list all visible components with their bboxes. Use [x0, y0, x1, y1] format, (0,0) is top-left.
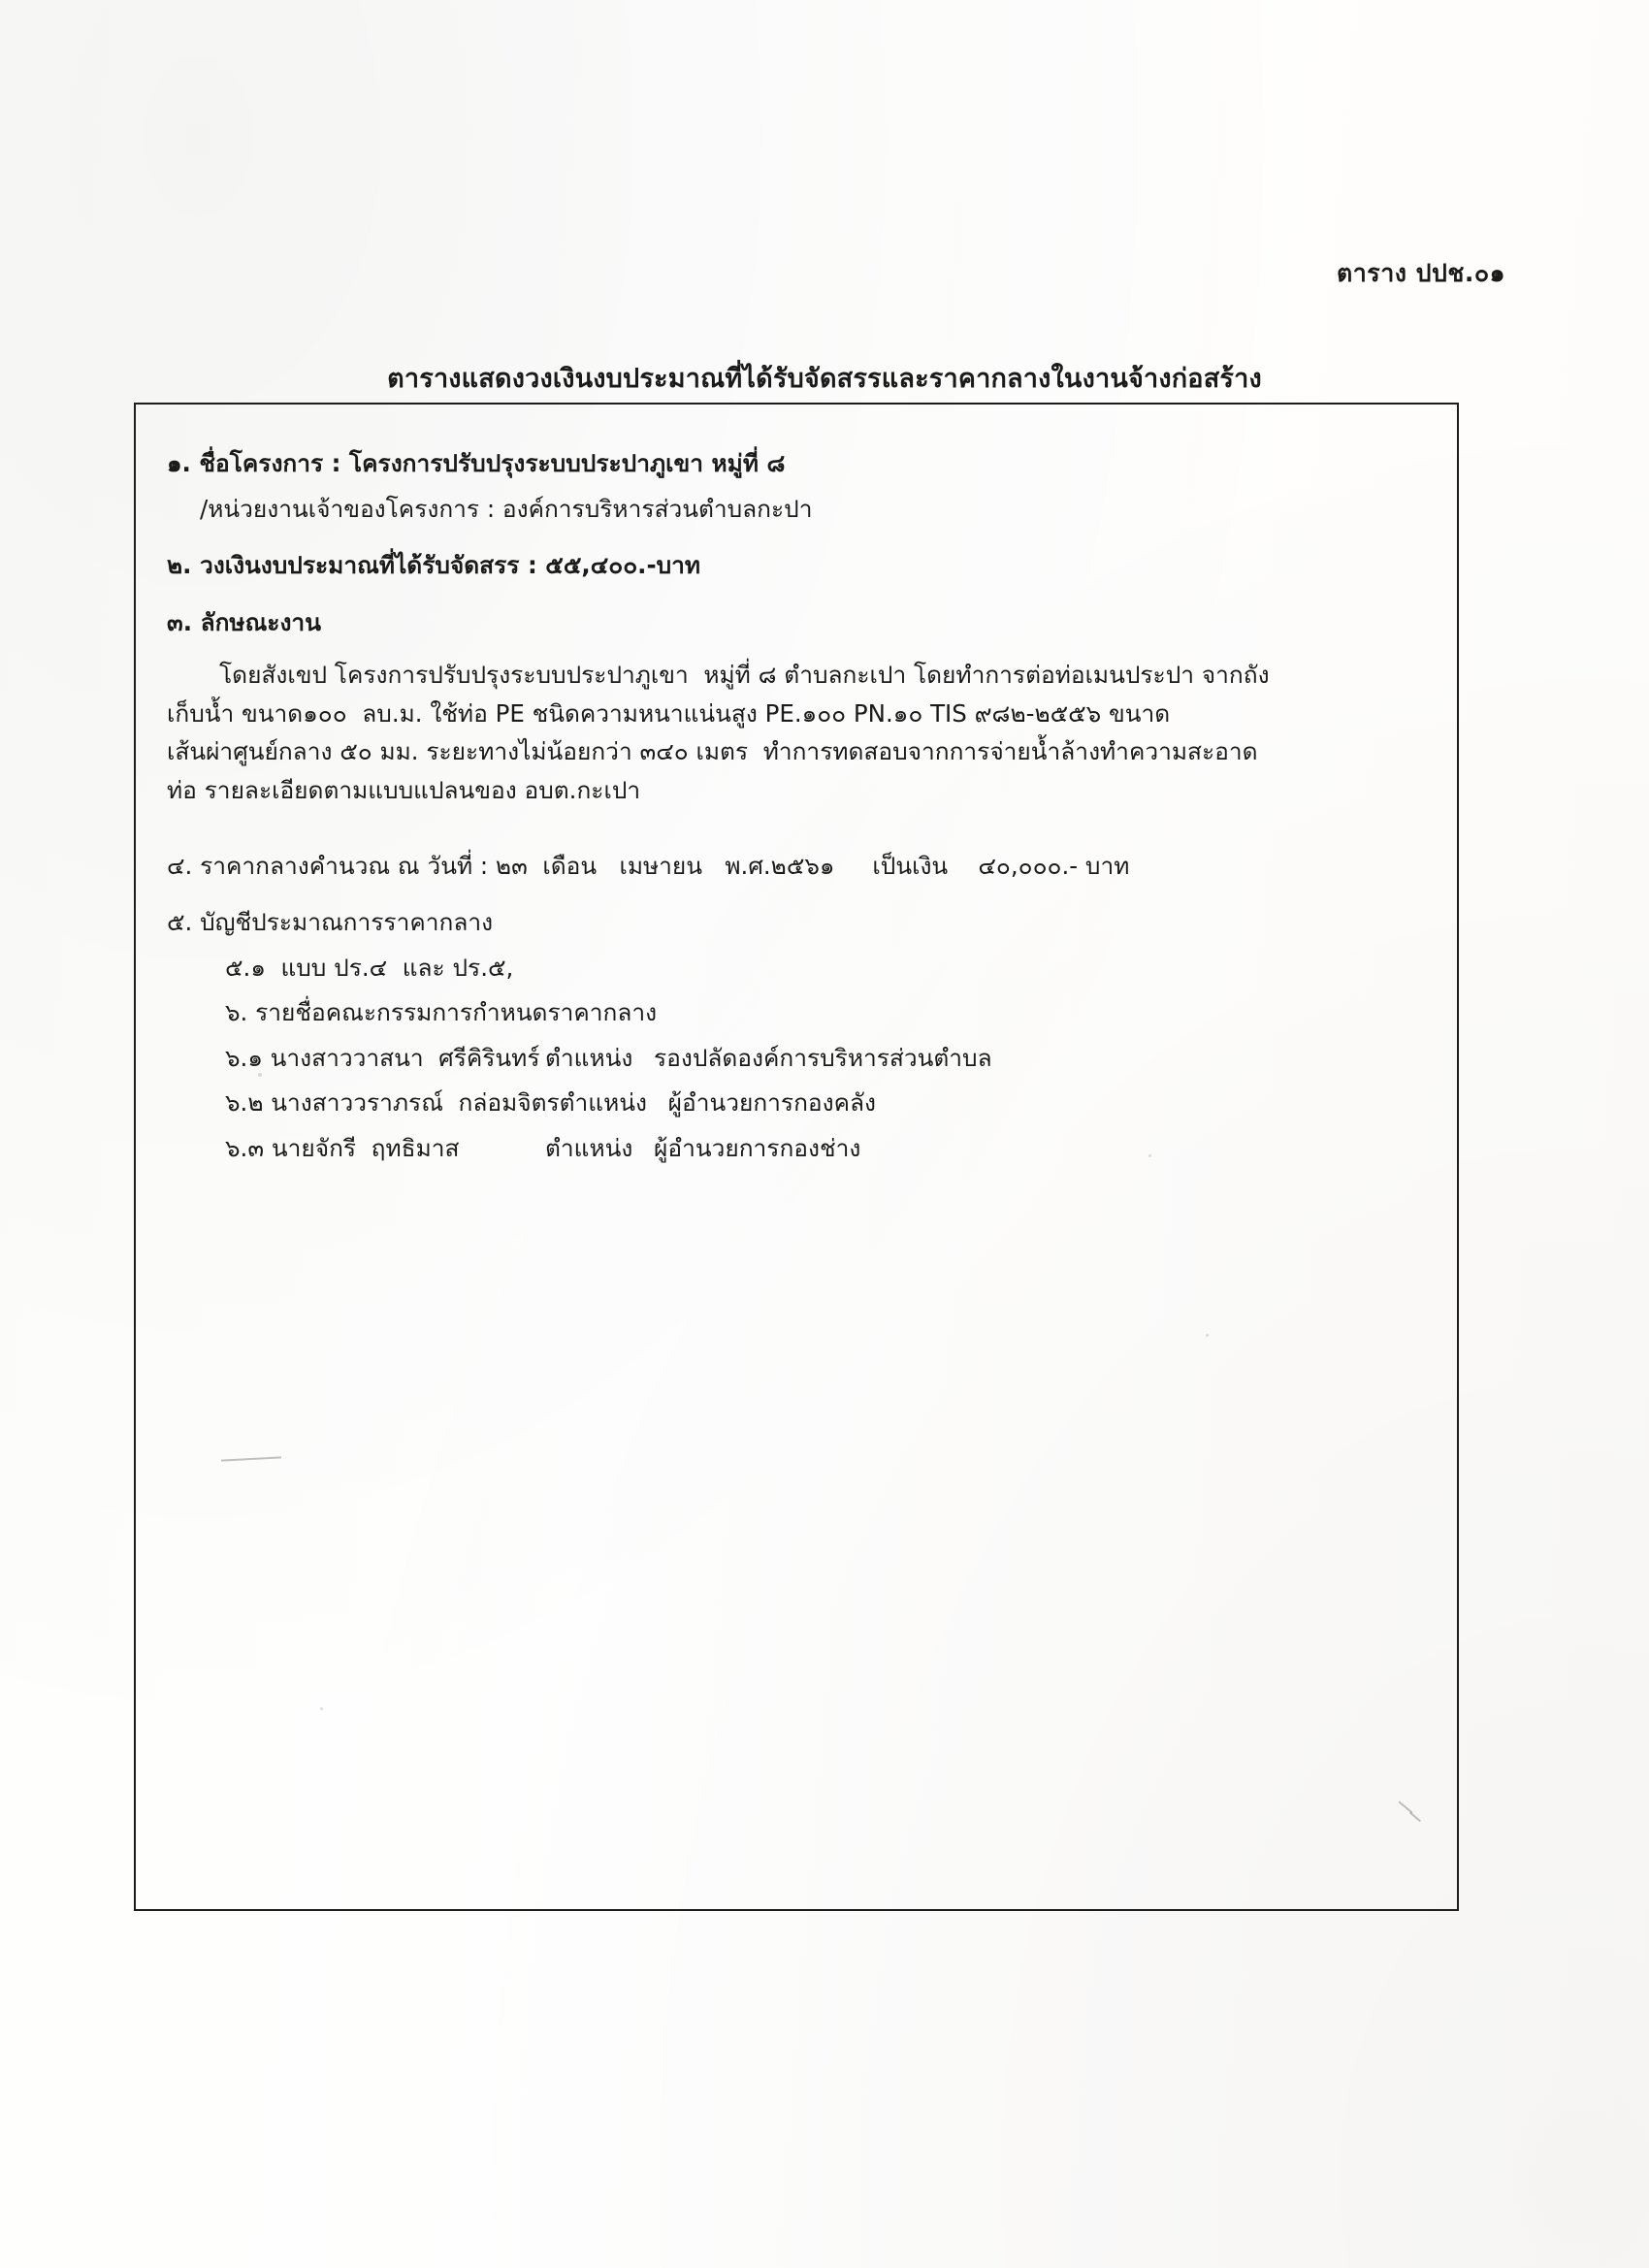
committee-position-label: ตำแหน่ง [545, 1133, 633, 1162]
committee-position-label: ตำแหน่ง [545, 1043, 633, 1072]
committee-row [167, 1043, 1428, 1072]
committee-position-value: ผู้อำนวยการกองคลัง [667, 1088, 876, 1118]
work-description-line-3: เส้นผ่าศูนย์กลาง ๕๐ มม. ระยะทางไม่น้อยกว่า ๓๔๐ เมตร ทำการทดสอบจากการจ่ายน้ำล้างทำความสะอาด [167, 737, 1258, 766]
work-character-heading: ๓. ลักษณะงาน [167, 607, 321, 636]
budget-amount-line: ๒. วงเงินงบประมาณที่ได้รับจัดสรร : ๕๕,๔๐๐.-บาท [167, 551, 701, 579]
committee-heading: ๖. รายชื่อคณะกรรมการกำหนดราคากลาง [225, 998, 658, 1027]
estimate-account-heading: ๕. บัญชีประมาณการราคากลาง [167, 908, 494, 937]
median-price-date-line: ๔. ราคากลางคำนวณ ณ วันที่ : ๒๓ เดือน เมษายน พ.ศ.๒๕๖๑ เป็นเงิน ๔๐,๐๐๐.- บาท [167, 851, 1130, 880]
committee-position-value: รองปลัดองค์การบริหารส่วนตำบล [654, 1043, 992, 1072]
committee-member-name: ๖.๓ นายจักรี ฤทธิมาส [225, 1133, 460, 1162]
committee-position-label: ตำแหน่ง [559, 1088, 647, 1118]
owner-agency-line: /หน่วยงานเจ้าของโครงการ : องค์การบริหารส่วนตำบลกะปา [200, 494, 813, 523]
work-description-line-4: ท่อ รายละเอียดตามแบบแปลนของ อบต.กะเปา [167, 776, 641, 805]
work-description-line-1: โดยสังเขป โครงการปรับปรุงระบบประปาภูเขา หมู่ที่ ๘ ตำบลกะเปา โดยทำการต่อท่อเมนประปา จากถัง [219, 661, 1270, 689]
work-description-line-2: เก็บน้ำ ขนาด๑๐๐ ลบ.ม. ใช้ท่อ PE ชนิดความหนาแน่นสูง PE.๑๐๐ PN.๑๐ TIS ๙๘๒-๒๕๕๖ ขนาด [167, 698, 1171, 728]
estimate-account-item-1: ๕.๑ แบบ ปร.๔ และ ปร.๕, [225, 953, 514, 982]
form-body [167, 437, 1428, 1160]
page-title: ตารางแสดงวงเงินงบประมาณที่ได้รับจัดสรรและราคากลางในงานจ้างก่อสร้าง [387, 364, 1262, 394]
committee-member-name: ๖.๑ นางสาววาสนา ศรีคิรินทร์ [225, 1043, 540, 1072]
committee-position-value: ผู้อำนวยการกองช่าง [654, 1133, 861, 1162]
form-id-label: ตาราง ปปช.๐๑ [1337, 259, 1505, 287]
committee-row [167, 1133, 1428, 1162]
committee-row [167, 1088, 1428, 1118]
committee-member-name: ๖.๒ นางสาววราภรณ์ กล่อมจิตร [225, 1088, 560, 1118]
project-name-line: ๑. ชื่อโครงการ : โครงการปรับปรุงระบบประปาภูเขา หมู่ที่ ๘ [167, 449, 786, 477]
